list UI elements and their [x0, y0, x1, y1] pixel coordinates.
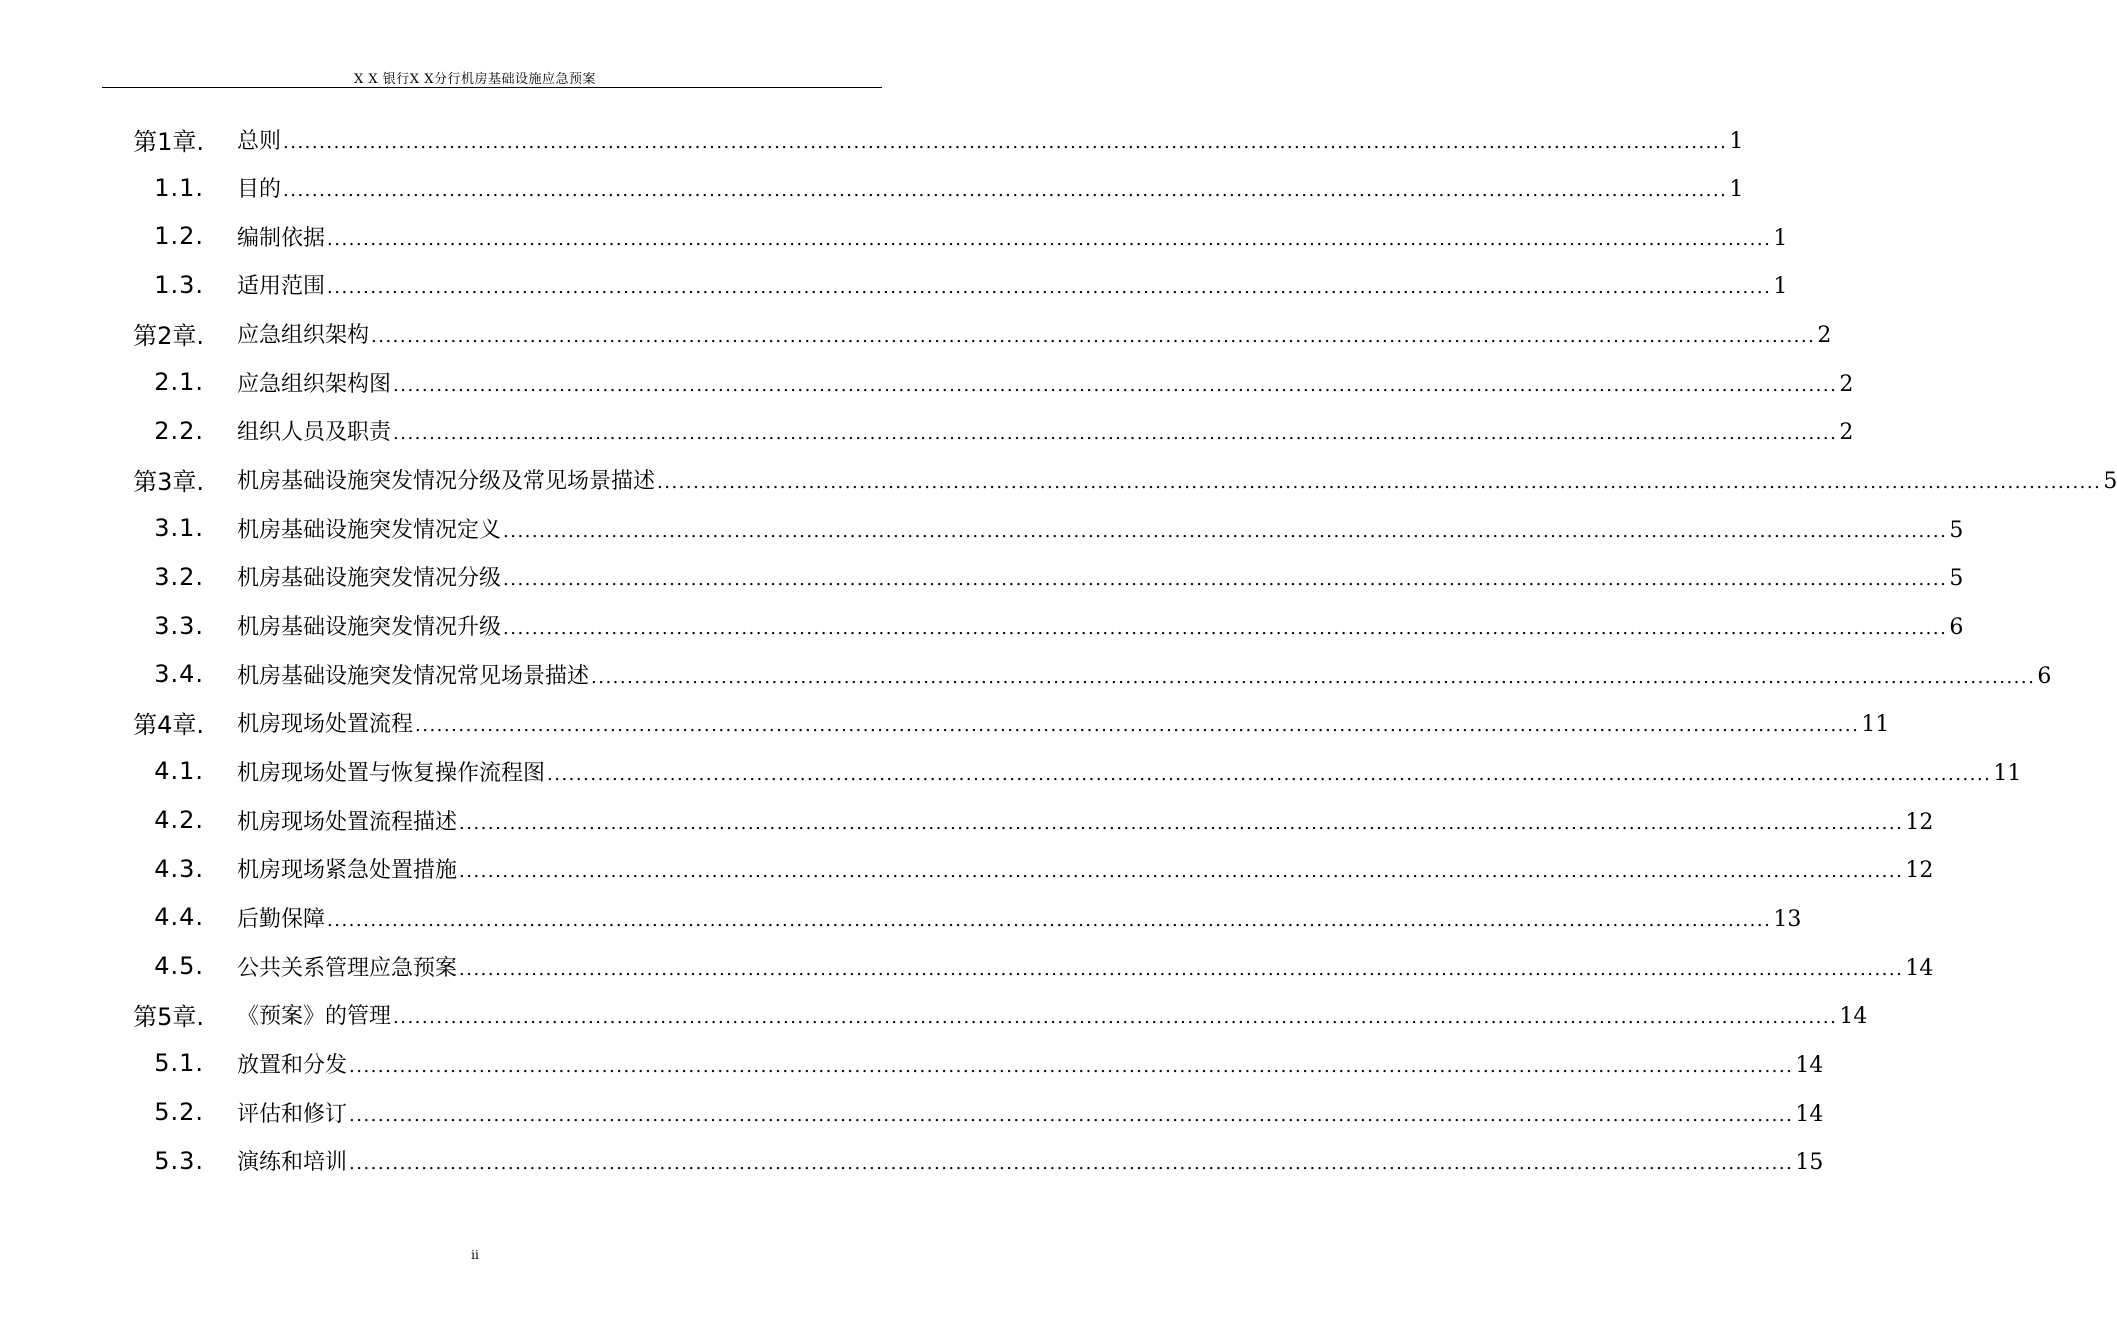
- toc-entry-number: 4.3.: [154, 854, 204, 883]
- toc-dot-leader: ........................................................................................................................................................................................................: [503, 618, 1948, 639]
- toc-entry-page: 6: [1949, 615, 1964, 640]
- toc-dot-leader: ........................................................................................................................................................................................................: [459, 958, 1904, 980]
- toc-entry-page: 13: [1773, 906, 1802, 932]
- toc-entry-number: 4.1.: [154, 757, 204, 786]
- toc-dot-leader: ........................................................................................................................................................................................................: [503, 520, 1948, 542]
- toc-entry-title: 公共关系管理应急预案: [237, 955, 458, 981]
- toc-entry-title: 应急组织架构: [237, 323, 370, 349]
- toc-dot-leader: ........................................................................................................................................................................................................: [415, 715, 1860, 737]
- toc-entry[interactable]: [0, 699, 1890, 747]
- toc-entry-page: 2: [1817, 323, 1832, 349]
- toc-dot-leader: ........................................................................................................................................................................................................: [349, 1153, 1794, 1175]
- toc-entry-number: 1.3.: [154, 270, 204, 299]
- toc-entry-page: 1: [1729, 128, 1744, 154]
- toc-dot-leader: ........................................................................................................................................................................................................: [657, 472, 2102, 494]
- toc-entry-title: 《预案》的管理: [237, 1004, 392, 1030]
- toc-entry[interactable]: [0, 553, 1964, 601]
- toc-entry[interactable]: [0, 164, 1744, 212]
- toc-entry-number: 第2章.: [133, 322, 204, 351]
- toc-entry-number: 第4章.: [133, 711, 204, 740]
- toc-entry-title: 演练和培训: [237, 1150, 348, 1176]
- toc-entry-page: 11: [1861, 712, 1890, 738]
- toc-entry[interactable]: [0, 310, 1832, 358]
- toc-entry-number: 第3章.: [133, 468, 204, 497]
- toc-entry-page: 14: [1795, 1052, 1824, 1078]
- toc-entry-number: 5.1.: [154, 1049, 204, 1078]
- toc-entry-page: 14: [1905, 955, 1934, 981]
- toc-entry-number: 2.1.: [154, 368, 204, 397]
- toc-entry-title: 编制依据: [237, 225, 326, 251]
- toc-entry-number: 1.2.: [154, 222, 204, 251]
- toc-entry-page: 12: [1905, 809, 1934, 835]
- toc-entry-number: 3.4.: [154, 660, 204, 689]
- toc-entry[interactable]: [0, 747, 2022, 795]
- toc-entry-page: 15: [1795, 1150, 1824, 1176]
- toc-entry-number: 1.1.: [154, 173, 204, 202]
- toc-entry-number: 第5章.: [133, 1003, 204, 1032]
- toc-dot-leader: ........................................................................................................................................................................................................: [371, 326, 1816, 348]
- toc-entry-page: 1: [1729, 177, 1744, 203]
- toc-entry-title: 适用范围: [237, 274, 326, 300]
- toc-entry[interactable]: [0, 504, 1964, 552]
- toc-entry-number: 5.3.: [154, 1146, 204, 1175]
- toc-entry[interactable]: [0, 796, 1934, 844]
- toc-entry[interactable]: [0, 1137, 1824, 1185]
- toc-entry-number: 4.5.: [154, 952, 204, 981]
- toc-dot-leader: ........................................................................................................................................................................................................: [459, 861, 1904, 883]
- toc-entry-title: 目的: [237, 177, 282, 203]
- toc-entry-number: 3.1.: [154, 514, 204, 543]
- toc-entry-title: 机房现场紧急处置措施: [237, 858, 458, 884]
- toc-entry-page: 5: [1949, 517, 1964, 543]
- toc-entry[interactable]: [0, 602, 1964, 650]
- toc-entry[interactable]: [0, 456, 2117, 504]
- toc-entry-title: 机房基础设施突发情况升级: [237, 615, 502, 640]
- toc-entry-number: 3.3.: [154, 611, 204, 640]
- toc-dot-leader: ........................................................................................................................................................................................................: [503, 569, 1948, 591]
- toc-dot-leader: ........................................................................................................................................................................................................: [393, 423, 1838, 445]
- toc-entry[interactable]: [0, 261, 1788, 309]
- toc-entry[interactable]: [0, 991, 1868, 1039]
- toc-entry[interactable]: [0, 650, 2052, 698]
- toc-entry-number: 4.4.: [154, 903, 204, 932]
- toc-dot-leader: ........................................................................................................................................................................................................: [349, 1104, 1794, 1126]
- toc-dot-leader: ........................................................................................................................................................................................................: [393, 374, 1838, 396]
- toc-entry-title: 机房现场处置流程描述: [237, 809, 458, 835]
- toc-entry-title: 放置和分发: [237, 1052, 348, 1078]
- toc-dot-leader: ........................................................................................................................................................................................................: [327, 277, 1772, 299]
- toc-entry[interactable]: [0, 115, 1744, 163]
- toc-entry-title: 机房基础设施突发情况分级及常见场景描述: [237, 469, 656, 495]
- toc-entry[interactable]: [0, 407, 1854, 455]
- toc-entry-title: 机房现场处置流程: [237, 712, 414, 738]
- toc-dot-leader: ........................................................................................................................................................................................................: [327, 228, 1772, 250]
- toc-entry[interactable]: [0, 893, 1802, 941]
- toc-entry[interactable]: [0, 1039, 1824, 1087]
- toc-entry-number: 4.2.: [154, 806, 204, 835]
- toc-dot-leader: ........................................................................................................................................................................................................: [459, 812, 1904, 834]
- toc-entry[interactable]: [0, 212, 1788, 260]
- toc-entry-title: 机房现场处置与恢复操作流程图: [237, 760, 546, 786]
- toc-entry-page: 14: [1839, 1004, 1868, 1030]
- toc-entry[interactable]: [0, 358, 1854, 406]
- toc-entry-number: 第1章.: [133, 127, 204, 156]
- toc-entry[interactable]: [0, 1088, 1824, 1136]
- toc-entry-title: 机房基础设施突发情况分级: [237, 566, 502, 592]
- toc-entry-page: 1: [1773, 225, 1788, 251]
- page-number: ii: [471, 1248, 479, 1262]
- toc-dot-leader: ........................................................................................................................................................................................................: [283, 180, 1728, 202]
- toc-entry-page: 12: [1905, 858, 1934, 884]
- toc-entry-title: 应急组织架构图: [237, 371, 392, 397]
- toc-entry-title: 评估和修订: [237, 1101, 348, 1127]
- toc-entry-page: 2: [1839, 371, 1854, 397]
- toc-entry[interactable]: [0, 845, 1934, 893]
- toc-entry-page: 2: [1839, 420, 1854, 446]
- toc-entry-page: 14: [1795, 1101, 1824, 1127]
- toc-entry-number: 2.2.: [154, 416, 204, 445]
- toc-entry-title: 机房基础设施突发情况定义: [237, 517, 502, 543]
- toc-entry-title: 组织人员及职责: [237, 420, 392, 446]
- running-header: X X 银行X X分行机房基础设施应急预案: [354, 72, 596, 87]
- toc-entry-number: 5.2.: [154, 1098, 204, 1126]
- toc-entry-title: 后勤保障: [237, 906, 326, 932]
- toc-entry-page: 5: [2103, 469, 2117, 495]
- toc-entry[interactable]: [0, 942, 1934, 990]
- toc-entry-page: 1: [1773, 274, 1788, 300]
- toc-dot-leader: ........................................................................................................................................................................................................: [591, 666, 2036, 688]
- toc-dot-leader: ........................................................................................................................................................................................................: [547, 763, 1992, 785]
- toc-dot-leader: ........................................................................................................................................................................................................: [283, 131, 1728, 153]
- toc-dot-leader: ........................................................................................................................................................................................................: [349, 1055, 1794, 1077]
- header-rule: [102, 87, 882, 88]
- toc-entry-title: 总则: [237, 128, 282, 154]
- toc-dot-leader: ........................................................................................................................................................................................................: [327, 909, 1772, 931]
- toc-entry-page: 11: [1993, 760, 2022, 786]
- toc-entry-title: 机房基础设施突发情况常见场景描述: [237, 663, 590, 689]
- toc-dot-leader: ........................................................................................................................................................................................................: [393, 1007, 1838, 1029]
- toc-entry-page: 6: [2037, 663, 2052, 689]
- toc-entry-page: 5: [1949, 566, 1964, 592]
- toc-entry-number: 3.2.: [154, 562, 204, 591]
